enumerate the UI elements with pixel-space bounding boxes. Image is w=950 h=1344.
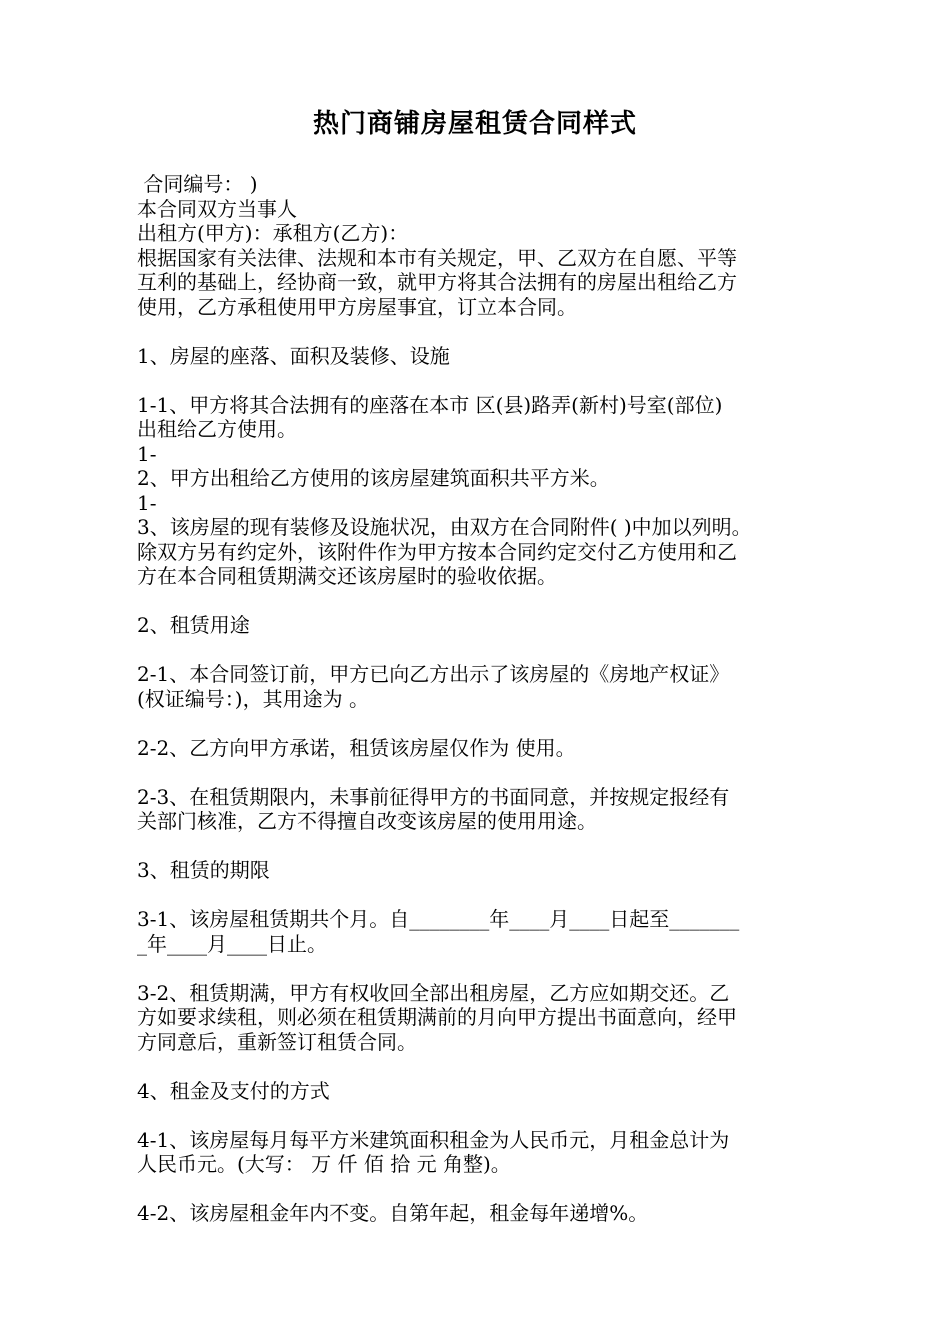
text-line: 1- (137, 441, 157, 466)
text-line: 2-1、本合同签订前，甲方已向乙方出示了该房屋的《房地产权证》 (137, 662, 730, 686)
text-line: 方如要求续租，则必须在租赁期满前的月向甲方提出书面意向，经甲 (137, 1005, 737, 1029)
text-line: 合同编号： ) (137, 172, 258, 196)
text-line: _年____月____日止。 (137, 931, 327, 956)
blank-line (137, 1103, 827, 1128)
text-line: 方在本合同租赁期满交还该房屋时的验收依据。 (137, 564, 557, 588)
text-line: 1- (137, 490, 157, 515)
text-line: 2-2、乙方向甲方承诺，租赁该房屋仅作为 使用。 (137, 735, 576, 760)
text-line: 4-2、该房屋租金年内不变。自第年起，租金每年递增%。 (137, 1201, 649, 1225)
text-line: 1、房屋的座落、面积及装修、设施 (137, 343, 450, 368)
blank-line (137, 638, 827, 663)
text-line: 2-3、在租赁期限内，未事前征得甲方的书面同意，并按规定报经有 (137, 784, 730, 809)
text-line: 4、租金及支付的方式 (137, 1078, 330, 1103)
blank-line (137, 711, 827, 736)
text-line: 根据国家有关法律、法规和本市有关规定，甲、乙双方在自愿、平等 (137, 245, 737, 270)
blank-line (137, 589, 827, 614)
blank-line (137, 1054, 827, 1079)
text-line: 本合同双方当事人 (137, 196, 297, 221)
blank-line (137, 834, 827, 859)
text-line: 3、租赁的期限 (137, 858, 270, 882)
blank-line (137, 883, 827, 908)
text-line: 方同意后，重新签订租赁合同。 (137, 1029, 417, 1054)
text-line: 关部门核准，乙方不得擅自改变该房屋的使用用途。 (137, 809, 597, 833)
text-line: 人民币元。(大写： 万 仟 佰 拾 元 角整)。 (137, 1152, 511, 1176)
text-line: (权证编号：)，其用途为 。 (137, 686, 369, 711)
document-title: 热门商铺房屋租赁合同样式 (312, 109, 637, 139)
blank-line (137, 956, 827, 981)
blank-line (137, 760, 827, 785)
text-line: 使用，乙方承租使用甲方房屋事宜，订立本合同。 (137, 294, 577, 319)
text-line: 1-1、甲方将其合法拥有的座落在本市 区(县)路弄(新村)号室(部位) (137, 392, 723, 417)
text-line: 出租方(甲方)：承租方(乙方)： (137, 221, 409, 245)
text-line: 3-2、租赁期满，甲方有权收回全部出租房屋，乙方应如期交还。乙 (137, 980, 730, 1005)
blank-line (137, 368, 827, 393)
text-line: 3、该房屋的现有装修及设施状况，由双方在合同附件( )中加以列明。 (137, 515, 752, 539)
text-line: 出租给乙方使用。 (137, 417, 297, 441)
text-line: 4-1、该房屋每月每平方米建筑面积租金为人民币元，月租金总计为 (137, 1127, 730, 1152)
text-line: 2、甲方出租给乙方使用的该房屋建筑面积共平方米。 (137, 466, 610, 490)
text-line: 除双方另有约定外，该附件作为甲方按本合同约定交付乙方使用和乙 (137, 539, 737, 564)
blank-line (137, 1177, 827, 1202)
text-line: 2、租赁用途 (137, 613, 250, 637)
text-line: 3-1、该房屋租赁期共个月。自________年____月____日起至_______ (137, 907, 740, 931)
text-line: 互利的基础上，经协商一致，就甲方将其合法拥有的房屋出租给乙方 (137, 270, 737, 294)
blank-line (137, 319, 827, 344)
document-body (137, 172, 827, 1226)
